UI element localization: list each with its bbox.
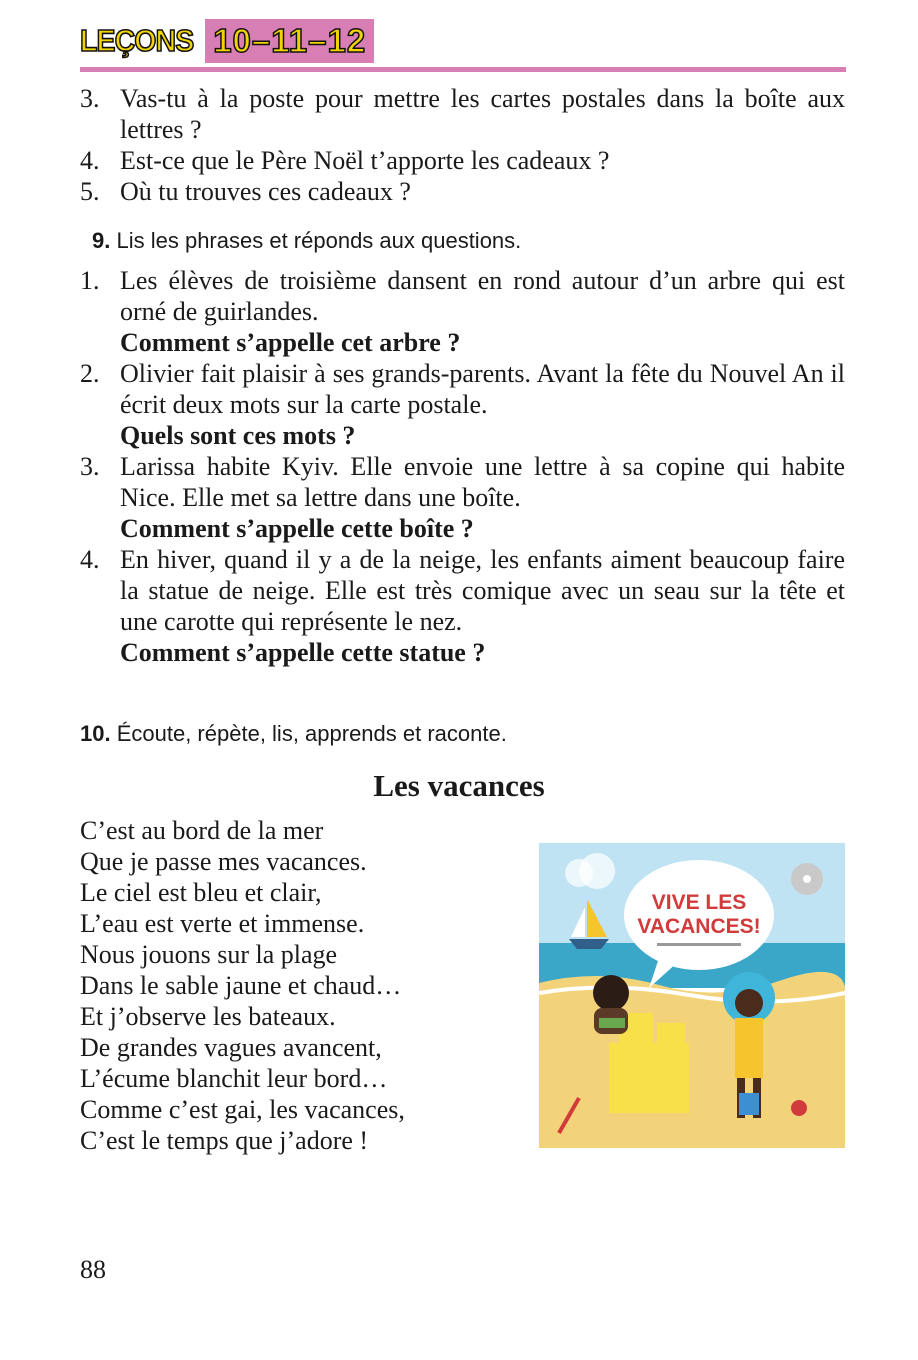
poem-text <box>80 815 405 1156</box>
question: Comment s’appelle cette statue ? <box>120 638 486 667</box>
top-question-list <box>80 83 845 207</box>
poem-line: Dans le sable jaune et chaud… <box>80 971 402 1000</box>
poem-line: L’eau est verte et immense. <box>80 909 365 938</box>
poem-line: De grandes vagues avancent, <box>80 1033 382 1062</box>
list-item: 1. Les élèves de troisième dansent en rond autour d’un arbre qui est orné de guirlandes. Comment s’appelle cet arbre ? <box>80 266 845 357</box>
list-item: 4. Est-ce que le Père Noël t’apporte les cadeaux ? <box>80 146 610 175</box>
question: Comment s’appelle cet arbre ? <box>120 328 461 357</box>
poem-title: Les vacances <box>373 768 545 803</box>
exercise-9-list <box>80 265 845 668</box>
poem-line: Que je passe mes vacances. <box>80 847 367 876</box>
exercise-9-instruction: 9. Lis les phrases et réponds aux questions. <box>92 228 522 253</box>
poem-line: Et j’observe les bateaux. <box>80 1002 336 1031</box>
vacation-book-illustration <box>539 843 845 1148</box>
exercise-number: 9. <box>92 228 111 253</box>
poem-line: Nous jouons sur la plage <box>80 940 338 969</box>
list-item: 4. En hiver, quand il y a de la neige, les enfants aiment beaucoup faire la statue de neige. Elle est très comique avec un seau sur la tête et une carotte qui représente le nez. Comment s’appelle cette statue ? <box>80 545 845 667</box>
exercise-number: 10. <box>80 721 111 746</box>
question: Comment s’appelle cette boîte ? <box>120 514 474 543</box>
cover-title-line1: VIVE LES <box>651 891 747 914</box>
poem-line: L’écume blanchit leur bord… <box>80 1064 388 1093</box>
poem-line: C’est au bord de la mer <box>80 816 324 845</box>
list-item: 3. Vas-tu à la poste pour mettre les cartes postales dans la boîte aux lettres ? <box>80 84 845 144</box>
list-item: 3. Larissa habite Kyiv. Elle envoie une lettre à sa copine qui habite Nice. Elle met sa lettre dans une boîte. Comment s’appelle cette boîte ? <box>80 452 845 543</box>
poem-line: Comme c’est gai, les vacances, <box>80 1095 405 1124</box>
cover-title-line2: VACANCES! <box>637 915 761 938</box>
page-number: 88 <box>80 1255 106 1284</box>
question: Quels sont ces mots ? <box>120 421 356 450</box>
header-divider <box>80 67 846 72</box>
list-item: 2. Olivier fait plaisir à ses grands-parents. Avant la fête du Nouvel An il écrit deux mots sur la carte postale. Quels sont ces mots ? <box>80 359 845 450</box>
list-item: 5. Où tu trouves ces cadeaux ? <box>80 177 411 206</box>
beach-scene-image <box>539 843 845 1148</box>
exercise-10-instruction: 10. Écoute, répète, lis, apprends et raconte. <box>80 721 507 746</box>
lessons-label: LEÇONS <box>80 23 194 58</box>
lessons-numbers: 10–11–12 <box>205 19 374 63</box>
poem-line: Le ciel est bleu et clair, <box>80 878 322 907</box>
lessons-header <box>80 18 374 64</box>
poem-line: C’est le temps que j’adore ! <box>80 1126 369 1155</box>
